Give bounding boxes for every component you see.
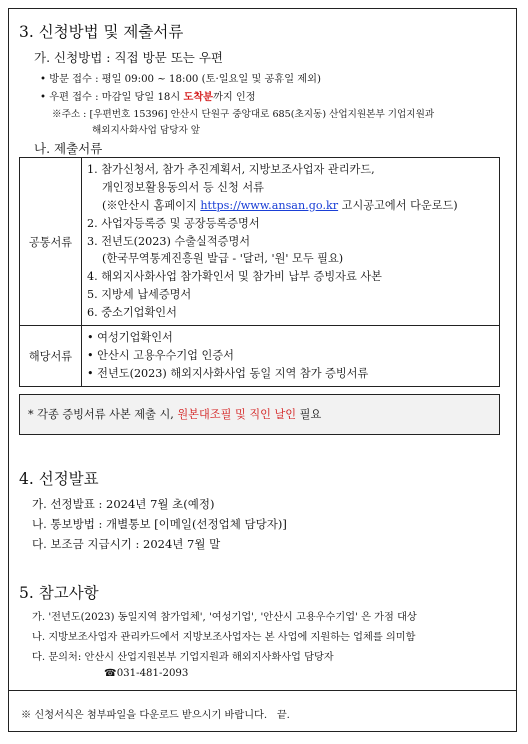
common-item: (한국무역통계진흥원 발급 - '달러, '원' 모두 필요) (102, 252, 344, 266)
homepage-link[interactable]: https://www.ansan.go.kr (200, 198, 339, 212)
subsidy-timing: 다. 보조금 지급시기 : 2024년 7월 말 (32, 537, 221, 551)
contact-phone: ☎031-481-2093 (104, 668, 189, 679)
footer-divider (8, 690, 517, 691)
common-docs-label: 공통서류 (20, 158, 82, 326)
common-item: 2. 사업자등록증 및 공장등록증명서 (87, 216, 260, 230)
reference-bonus: 가. '전년도(2023) 동일지역 참가업체', '여성기업', '안산시 고용우수기업' 은 가점 대상 (32, 612, 417, 623)
footer-note: ※ 신청서식은 첨부파일을 다운로드 받으시기 바랍니다. 끝. (21, 710, 290, 721)
applicable-docs-list (82, 326, 500, 387)
visit-info: • 방문 접수 : 평일 09:00 ~ 18:00 (토·일요일 및 공휴일 제외) (40, 74, 321, 85)
applicable-item: • 전년도(2023) 해외지사화사업 동일 지역 참가 증빙서류 (87, 366, 369, 380)
documents-table (19, 157, 500, 387)
post-suffix: 까지 인정 (213, 92, 256, 103)
common-item-homepage (87, 197, 499, 215)
applicable-docs-row (20, 326, 500, 387)
method-heading: 가. 신청방법 : 직접 방문 또는 우편 (34, 50, 224, 65)
applicable-item: • 안산시 고용우수기업 인증서 (87, 348, 234, 362)
common-item: 개인정보활용동의서 등 신청 서류 (102, 180, 264, 194)
common-docs-list (82, 158, 500, 326)
section-5-title: 5. 참고사항 (19, 584, 99, 602)
common-docs-row (20, 158, 500, 326)
section-4-title: 4. 선정발표 (19, 470, 99, 488)
documents-heading: 나. 제출서류 (34, 141, 103, 156)
common-item: 6. 중소기업확인서 (87, 306, 177, 320)
selection-date: 가. 선정발표 : 2024년 7월 초(예정) (32, 497, 215, 511)
notify-method: 나. 통보방법 : 개별통보 [이메일(선정업체 담당자)] (32, 517, 287, 531)
homepage-prefix: (※안산시 홈페이지 (102, 198, 201, 212)
evidence-note (19, 394, 500, 435)
applicable-docs-label: 해당서류 (20, 326, 82, 387)
common-item: 3. 전년도(2023) 수출실적증명서 (87, 234, 251, 248)
post-highlight: 도착분 (183, 91, 214, 103)
homepage-suffix: 고시공고에서 다운로드) (338, 198, 458, 212)
note-prefix: * 각종 증빙서류 사본 제출 시, (28, 408, 178, 421)
post-prefix: • 우편 접수 : 마감일 당일 18시 (40, 92, 184, 103)
applicable-item: • 여성기업확인서 (87, 331, 173, 345)
common-item: 1. 참가신청서, 참가 추진계획서, 지방보조사업자 관리카드, (87, 163, 375, 176)
post-info (40, 88, 256, 103)
address-line-2: 해외지사화사업 담당자 앞 (92, 125, 201, 136)
note-suffix: 필요 (296, 408, 322, 421)
common-item: 4. 해외지사화사업 참가확인서 및 참가비 납부 증빙자료 사본 (87, 270, 382, 284)
reference-card: 나. 지방보조사업자 관리카드에서 지방보조사업자는 본 사업에 지원하는 업체를 의미함 (32, 632, 416, 643)
reference-contact: 다. 문의처: 안산시 산업지원본부 기업지원과 해외지사화사업 담당자 (32, 652, 334, 663)
section-3-title: 3. 신청방법 및 제출서류 (19, 23, 184, 41)
common-item: 5. 지방세 납세증명서 (87, 288, 192, 302)
note-highlight: 원본대조필 및 직인 날인 (177, 408, 297, 421)
address-line-1: ※주소 : [우편번호 15396] 안산시 단원구 중앙대로 685(초지동) 산업지원본부 기업지원과 (52, 109, 435, 120)
